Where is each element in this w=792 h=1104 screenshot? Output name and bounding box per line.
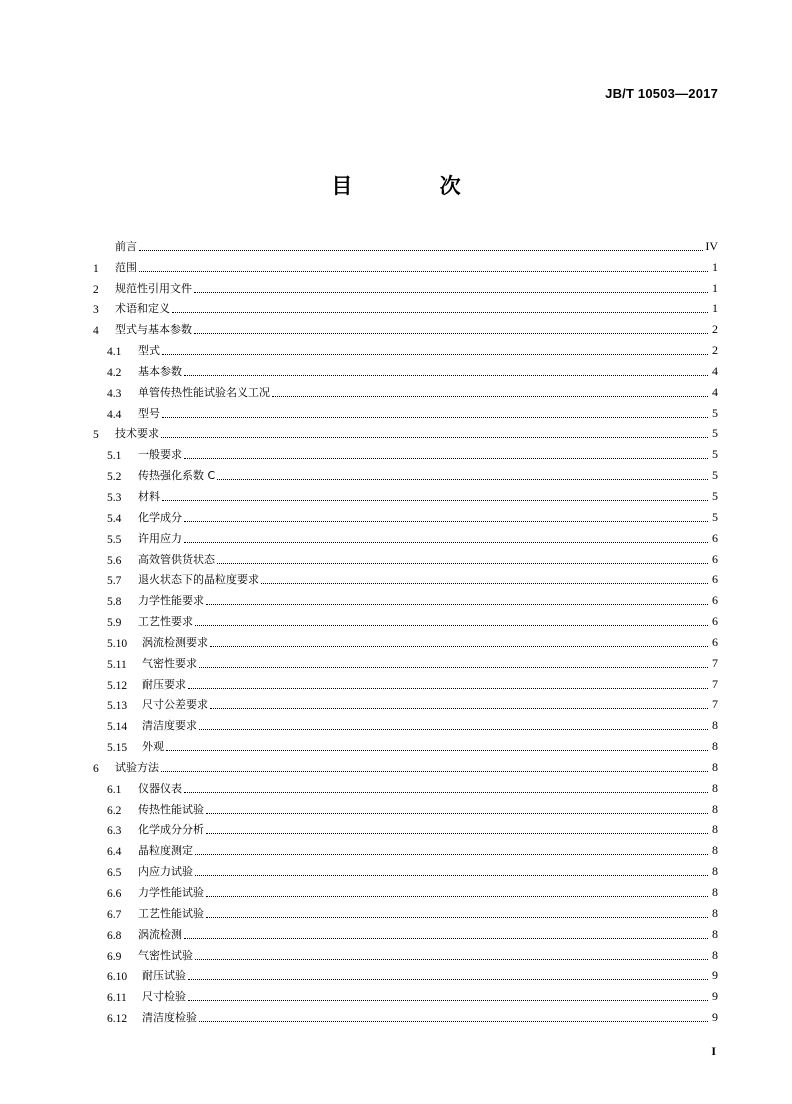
toc-leader-dots (217, 478, 708, 480)
toc-entry[interactable] (93, 921, 718, 942)
toc-entry-number: 4.4 (107, 408, 122, 421)
toc-entry-number: 5.10 (107, 637, 128, 650)
toc-entry-number: 5.7 (107, 575, 122, 588)
toc-entry-number: 6.1 (107, 783, 122, 796)
toc-entry-number: 5.9 (107, 617, 122, 630)
toc-entry[interactable] (93, 608, 718, 629)
toc-entry-number: 5.13 (107, 700, 128, 713)
toc-entry-label: 型式 (138, 344, 160, 358)
toc-entry[interactable] (93, 942, 718, 963)
toc-entry-number: 5.8 (107, 596, 122, 609)
toc-leader-dots (194, 291, 708, 293)
toc-leader-dots (139, 249, 703, 251)
toc-entry[interactable] (93, 900, 718, 921)
toc-entry-page: 7 (712, 676, 718, 691)
toc-entry[interactable] (93, 567, 718, 588)
toc-entry[interactable] (93, 879, 718, 900)
toc-entry-page: 6 (712, 614, 718, 629)
toc-entry-number: 6.6 (107, 888, 122, 900)
toc-entry-page: 7 (712, 655, 718, 670)
toc-entry-page: 5 (712, 468, 718, 483)
toc-entry[interactable] (93, 421, 718, 442)
toc-entry[interactable] (93, 296, 718, 317)
toc-entry-label: 力学性能试验 (138, 886, 204, 899)
toc-entry-page: IV (705, 238, 718, 253)
toc-entry[interactable] (93, 337, 718, 358)
toc-entry-label: 许用应力 (138, 531, 182, 545)
toc-entry-number: 6.4 (107, 846, 122, 859)
toc-entry[interactable] (93, 379, 718, 400)
toc-entry[interactable] (93, 754, 718, 775)
toc-entry-number: 6 (93, 762, 99, 775)
toc-entry-label: 一般要求 (138, 448, 182, 462)
toc-entry-label: 基本参数 (138, 364, 182, 378)
toc-entry-number: 4 (93, 325, 99, 338)
toc-entry-label: 晶粒度测定 (138, 844, 193, 858)
toc-leader-dots (139, 270, 708, 272)
toc-entry-label: 材料 (138, 489, 160, 503)
toc-leader-dots (206, 895, 708, 897)
toc-entry-number: 5.6 (107, 554, 122, 567)
toc-entry-page: 5 (712, 447, 718, 462)
toc-leader-dots (206, 603, 708, 605)
toc-entry-label: 耐压试验 (142, 969, 186, 983)
toc-entry-page: 5 (712, 488, 718, 503)
toc-entry-number: 5.2 (107, 471, 122, 484)
toc-entry-number: 6.5 (107, 867, 122, 880)
toc-entry-page: 8 (712, 885, 718, 899)
toc-entry-label: 化学成分 (138, 510, 182, 524)
toc-leader-dots (272, 395, 708, 397)
toc-entry-label: 退火状态下的晶粒度要求 (138, 573, 259, 587)
toc-leader-dots (199, 728, 708, 730)
toc-entry-label: 单管传热性能试验名义工况 (138, 385, 270, 399)
toc-entry-page: 4 (712, 384, 718, 399)
toc-entry-page: 8 (712, 801, 718, 816)
toc-leader-dots (206, 916, 708, 918)
toc-entry-page: 8 (712, 843, 718, 858)
toc-entry-label: 规范性引用文件 (115, 281, 192, 295)
toc-leader-dots (184, 520, 708, 522)
toc-entry-label: 工艺性能试验 (138, 906, 204, 920)
toc-entry[interactable] (93, 525, 718, 546)
toc-entry-label: 外观 (142, 740, 164, 754)
toc-entry[interactable] (93, 462, 718, 483)
toc-entry-label: 工艺性要求 (138, 615, 193, 629)
toc-leader-dots (210, 707, 708, 709)
toc-entry-number: 3 (93, 304, 99, 317)
toc-entry-label: 尺寸检验 (142, 990, 186, 1004)
toc-entry[interactable] (93, 796, 718, 817)
toc-entry-page: 9 (712, 989, 718, 1004)
toc-entry[interactable] (93, 546, 718, 567)
toc-entry-page: 8 (712, 759, 718, 774)
toc-leader-dots (261, 582, 708, 584)
toc-entry-label: 仪器仪表 (138, 781, 182, 795)
toc-entry-label: 内应力试验 (138, 865, 193, 879)
page-number: I (711, 1044, 716, 1058)
toc-entry-label: 前言 (115, 239, 137, 253)
toc-entry-label: 型号 (138, 406, 160, 420)
toc-entry-page: 5 (712, 509, 718, 524)
toc-entry-number: 5.15 (107, 742, 128, 755)
toc-entry-page: 6 (712, 593, 718, 608)
toc-entry-number: 5 (93, 429, 99, 442)
toc-entry-page: 2 (712, 343, 718, 358)
toc-entry-label: 耐压要求 (142, 677, 186, 691)
toc-leader-dots (195, 624, 708, 626)
toc-entry[interactable] (93, 858, 718, 879)
toc-entry-page: 8 (712, 739, 718, 754)
toc-entry[interactable] (93, 837, 718, 858)
toc-entry-label: 清洁度检验 (142, 1011, 197, 1025)
toc-entry-page: 1 (712, 280, 718, 295)
toc-entry-number: 6.10 (107, 971, 128, 984)
toc-entry[interactable] (93, 983, 718, 1004)
toc-entry-label: 涡流检测要求 (142, 635, 208, 649)
toc-leader-dots (210, 645, 708, 647)
toc-entry-label: 试验方法 (115, 760, 159, 774)
toc-entry-page: 8 (712, 822, 718, 837)
toc-entry-number: 4.3 (107, 387, 122, 400)
toc-entry[interactable] (93, 358, 718, 379)
toc-entry-label: 术语和定义 (115, 302, 170, 316)
toc-entry[interactable] (93, 275, 718, 296)
toc-leader-dots (184, 374, 708, 376)
toc-entry-page: 5 (712, 405, 718, 420)
toc-entry-label: 型式与基本参数 (115, 323, 192, 337)
toc-entry-number: 6.2 (107, 804, 122, 817)
toc-leader-dots (184, 791, 708, 793)
toc-entry-number: 5.12 (107, 679, 128, 692)
toc-entry-page: 8 (712, 864, 718, 879)
toc-entry[interactable] (93, 817, 718, 838)
toc-leader-dots (206, 832, 708, 834)
toc-leader-dots (199, 666, 708, 668)
toc-entry-page: 6 (712, 572, 718, 587)
toc-entry-page: 8 (712, 780, 718, 795)
toc-entry[interactable] (93, 650, 718, 671)
toc-leader-dots (184, 457, 708, 459)
toc-entry-page: 2 (712, 322, 718, 337)
toc-leader-dots (161, 770, 708, 772)
toc-leader-dots (194, 332, 708, 334)
toc-entry-number: 5.14 (107, 721, 128, 734)
toc-entry[interactable] (93, 1004, 718, 1025)
toc-leader-dots (195, 874, 708, 876)
toc-leader-dots (195, 958, 708, 960)
toc-leader-dots (188, 999, 708, 1001)
toc-entry-number: 5.3 (107, 491, 122, 504)
toc-entry[interactable] (93, 692, 718, 713)
toc-entry-label: 传热强化系数 C (138, 469, 216, 483)
toc-entry-label: 尺寸公差要求 (142, 698, 208, 712)
toc-entry[interactable] (93, 963, 718, 984)
toc-leader-dots (184, 541, 708, 543)
toc-entry-number: 6.8 (107, 929, 122, 942)
toc-entry[interactable] (93, 629, 718, 650)
toc-entry-page: 4 (712, 363, 718, 378)
toc-entry-page: 6 (712, 551, 718, 566)
toc-entry-number: 4.2 (107, 366, 122, 379)
toc-entry-number: 6.9 (107, 950, 122, 963)
toc-entry-page: 6 (712, 634, 718, 649)
toc-entry-number: 5.5 (107, 533, 122, 546)
toc-entry-number: 5.1 (107, 450, 122, 463)
toc-entry-label: 气密性要求 (142, 656, 197, 670)
toc-leader-dots (162, 499, 708, 501)
toc-entry-number: 1 (93, 262, 99, 275)
toc-entry-label: 涡流检测 (138, 927, 182, 941)
toc-entry[interactable] (93, 441, 718, 462)
toc-entry-page: 9 (712, 968, 718, 983)
toc-leader-dots (188, 687, 708, 689)
toc-leader-dots (172, 311, 708, 313)
toc-leader-dots (162, 353, 708, 355)
toc-entry[interactable] (93, 504, 718, 525)
toc-entry-label: 力学性能要求 (138, 594, 204, 608)
toc-entry-number: 5.4 (107, 512, 122, 525)
toc-entry-page: 8 (712, 947, 718, 962)
document-code: JB/T 10503—2017 (605, 86, 718, 101)
toc-entry[interactable] (93, 712, 718, 733)
toc-leader-dots (195, 853, 708, 855)
toc-entry-page: 9 (712, 1010, 718, 1025)
toc-entry-page: 5 (712, 426, 718, 441)
toc-entry-label: 高效管供货状态 (138, 552, 215, 566)
toc-entry-label: 化学成分分析 (138, 823, 204, 837)
toc-entry[interactable] (93, 254, 718, 275)
toc-entry-number: 5.11 (107, 658, 127, 671)
toc-entry-label: 清洁度要求 (142, 719, 197, 733)
toc-leader-dots (199, 1020, 708, 1022)
toc-entry[interactable] (93, 587, 718, 608)
toc-title: 目 次 (331, 174, 501, 198)
toc-entry[interactable] (93, 483, 718, 504)
toc-leader-dots (217, 562, 708, 564)
toc-entry-number: 6.12 (107, 1013, 128, 1026)
toc-leader-dots (184, 937, 708, 939)
toc-entry-number: 6.3 (107, 825, 122, 838)
toc-entry-page: 1 (712, 301, 718, 316)
toc-entry[interactable] (93, 671, 718, 692)
toc-entry[interactable] (93, 233, 718, 254)
toc-entry-label: 范围 (115, 260, 137, 274)
toc-entry[interactable] (93, 775, 718, 796)
toc-entry-label: 气密性试验 (138, 948, 193, 962)
toc-entry-number: 2 (93, 283, 99, 296)
toc-leader-dots (162, 416, 708, 418)
toc-entry-number: 6.11 (107, 992, 127, 1005)
toc-entry[interactable] (93, 400, 718, 421)
toc-entry-page: 6 (712, 530, 718, 545)
toc-entry-page: 1 (712, 259, 718, 274)
toc-entry[interactable] (93, 733, 718, 754)
toc-entry-page: 8 (712, 905, 718, 920)
toc-entry-page: 8 (712, 718, 718, 733)
toc-leader-dots (161, 436, 708, 438)
toc-entry-number: 6.7 (107, 908, 122, 921)
toc-entry-label: 传热性能试验 (138, 802, 204, 816)
toc-leader-dots (166, 749, 708, 751)
toc-leader-dots (188, 978, 708, 980)
toc-entry-page: 7 (712, 697, 718, 712)
toc-entry-number: 4.1 (107, 346, 122, 359)
toc-entry-label: 技术要求 (115, 427, 159, 441)
toc-leader-dots (206, 812, 708, 814)
table-of-contents (93, 233, 718, 1025)
toc-entry-page: 8 (712, 926, 718, 941)
toc-entry[interactable] (93, 316, 718, 337)
